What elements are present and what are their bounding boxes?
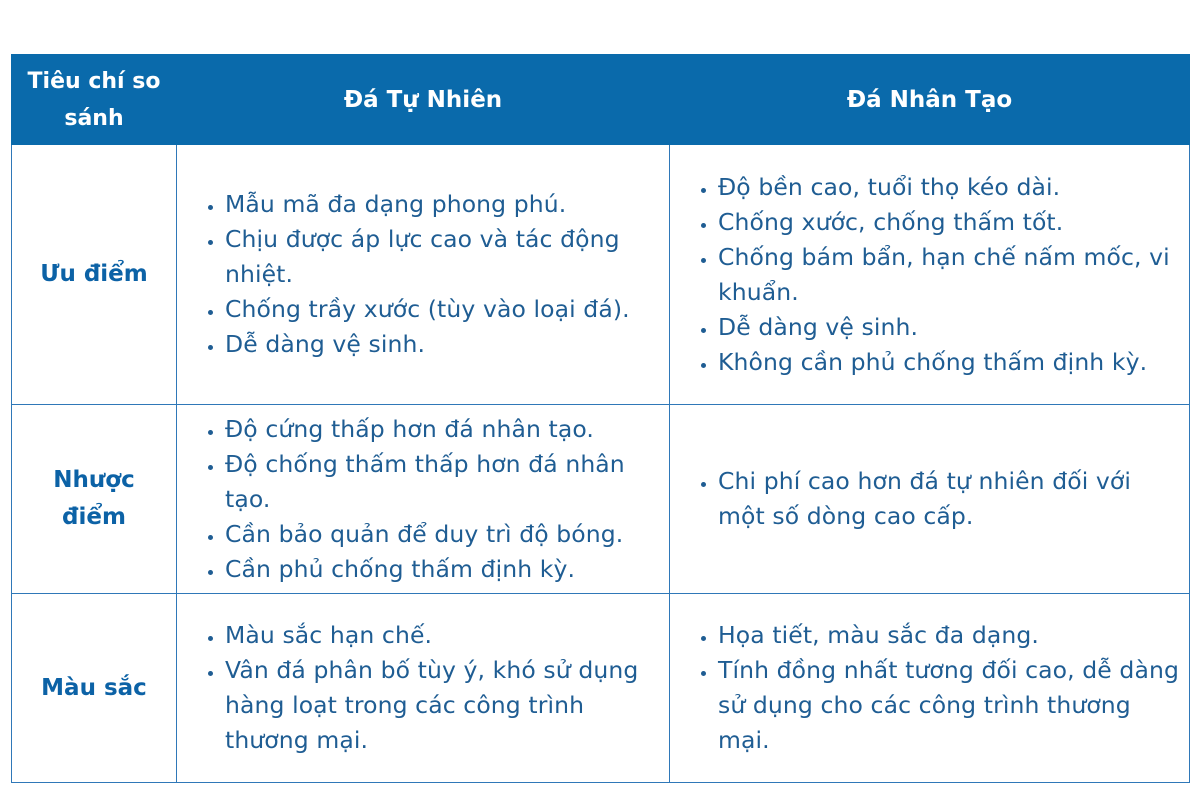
header-criteria: Tiêu chí so sánh	[12, 55, 177, 145]
list-item: • Chống xước, chống thấm tốt.	[718, 205, 1185, 240]
list-item: • Họa tiết, màu sắc đa dạng.	[718, 618, 1185, 653]
list-item: • Độ chống thấm thấp hơn đá nhân tạo.	[225, 447, 663, 517]
header-artificial-stone: Đá Nhân Tạo	[670, 55, 1190, 145]
list-item: • Tính đồng nhất tương đối cao, dễ dàng sử dụng cho các công trình thương mại.	[718, 653, 1185, 758]
cell-colors-natural	[177, 594, 670, 783]
list-item: • Chi phí cao hơn đá tự nhiên đối với một số dòng cao cấp.	[718, 464, 1185, 534]
colors-natural-list	[177, 618, 669, 758]
list-item: • Mẫu mã đa dạng phong phú.	[225, 187, 663, 222]
list-item: • Chịu được áp lực cao và tác động nhiệt.	[225, 222, 663, 292]
cell-colors-artificial	[670, 594, 1190, 783]
list-item: • Cần phủ chống thấm định kỳ.	[225, 552, 663, 587]
cell-advantages-natural	[177, 145, 670, 405]
cell-advantages-artificial	[670, 145, 1190, 405]
colors-artificial-list	[670, 618, 1189, 758]
list-item: • Màu sắc hạn chế.	[225, 618, 663, 653]
row-disadvantages	[12, 405, 1190, 594]
list-item: • Chống bám bẩn, hạn chế nấm mốc, vi khuẩn.	[718, 240, 1185, 310]
comparison-table	[11, 54, 1190, 783]
disadvantages-natural-list	[177, 412, 669, 587]
row-colors	[12, 594, 1190, 783]
list-item: • Không cần phủ chống thấm định kỳ.	[718, 345, 1185, 380]
disadvantages-artificial-list	[670, 464, 1189, 534]
list-item: • Dễ dàng vệ sinh.	[718, 310, 1185, 345]
header-row	[12, 55, 1190, 145]
row-advantages	[12, 145, 1190, 405]
list-item: • Dễ dàng vệ sinh.	[225, 327, 663, 362]
list-item: • Độ cứng thấp hơn đá nhân tạo.	[225, 412, 663, 447]
list-item: • Chống trầy xước (tùy vào loại đá).	[225, 292, 663, 327]
advantages-artificial-list	[670, 170, 1189, 380]
row-label-advantages: Ưu điểm	[12, 145, 177, 405]
advantages-natural-list	[177, 187, 669, 362]
row-label-colors: Màu sắc	[12, 594, 177, 783]
cell-disadvantages-natural	[177, 405, 670, 594]
header-natural-stone: Đá Tự Nhiên	[177, 55, 670, 145]
list-item: • Độ bền cao, tuổi thọ kéo dài.	[718, 170, 1185, 205]
row-label-disadvantages: Nhược điểm	[12, 405, 177, 594]
list-item: • Vân đá phân bố tùy ý, khó sử dụng hàng loạt trong các công trình thương mại.	[225, 653, 663, 758]
list-item: • Cần bảo quản để duy trì độ bóng.	[225, 517, 663, 552]
cell-disadvantages-artificial	[670, 405, 1190, 594]
